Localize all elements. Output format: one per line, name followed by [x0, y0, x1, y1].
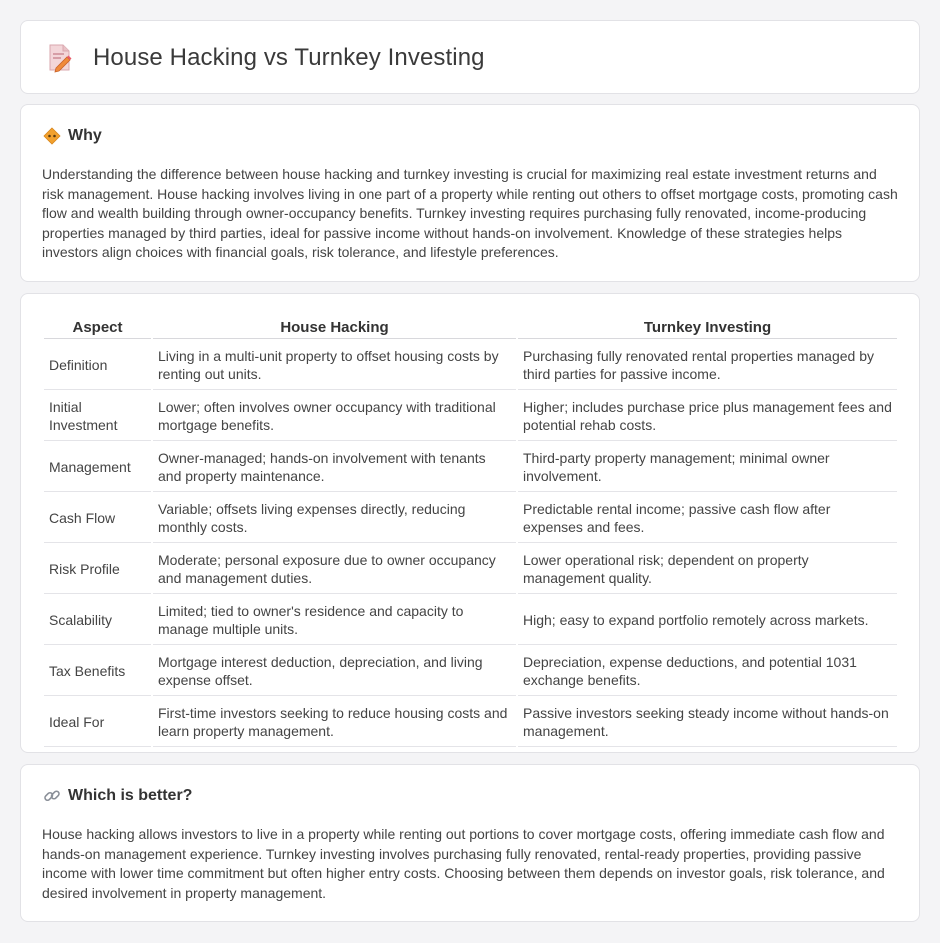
why-section — [20, 104, 920, 282]
table-row — [44, 698, 897, 747]
row-house-hacking: First-time investors seeking to reduce housing costs and learn property management. — [153, 698, 516, 747]
row-turnkey: Lower operational risk; dependent on property management quality. — [518, 545, 897, 594]
row-turnkey: Passive investors seeking steady income without hands-on management. — [518, 698, 897, 747]
why-heading: Why — [68, 127, 102, 144]
why-heading-row — [43, 127, 102, 145]
row-house-hacking: Lower; often involves owner occupancy with traditional mortgage benefits. — [153, 392, 516, 441]
better-heading: Which is better? — [68, 787, 193, 804]
row-turnkey: Third-party property management; minimal owner involvement. — [518, 443, 897, 492]
why-text: Understanding the difference between house hacking and turnkey investing is crucial for maximizing real estate investment returns and risk management. House hacking involves living in one part of a property while renting out others to offset mortgage costs, promoting cash flow and wealth building through owner-occupancy benefits. Turnkey investing requires purchasing fully renovated, income-producing properties managed by third parties, ideal for passive income without hands-on involvement. Knowledge of these strategies helps investors align choices with financial goals, risk tolerance, and lifestyle preferences. — [42, 166, 898, 261]
link-icon — [43, 787, 61, 805]
diamond-sign-icon — [43, 127, 61, 145]
table-header-row — [44, 317, 897, 339]
row-house-hacking: Variable; offsets living expenses directly, reducing monthly costs. — [153, 494, 516, 543]
row-aspect: Management — [44, 443, 151, 492]
column-header-turnkey: Turnkey Investing — [518, 317, 897, 339]
page-title: House Hacking vs Turnkey Investing — [93, 44, 485, 71]
row-aspect: Definition — [44, 341, 151, 390]
comparison-section — [20, 293, 920, 753]
row-house-hacking: Limited; tied to owner's residence and capacity to manage multiple units. — [153, 596, 516, 645]
row-aspect: Initial Investment — [44, 392, 151, 441]
row-aspect: Scalability — [44, 596, 151, 645]
comparison-table — [42, 315, 899, 749]
document-pencil-icon — [47, 43, 73, 73]
better-text: House hacking allows investors to live in a property while renting out portions to cover mortgage costs, offering immediate cash flow and hands-on management experience. Turnkey investing involves purchasing fully renovated, rental-ready properties, providing passive income with lower time commitment but often higher entry costs. Choosing between them depends on investor goals, risk tolerance, and desired involvement in property management. — [42, 826, 885, 901]
row-house-hacking: Mortgage interest deduction, depreciation, and living expense offset. — [153, 647, 516, 696]
which-is-better-section — [20, 764, 920, 922]
row-house-hacking: Moderate; personal exposure due to owner occupancy and management duties. — [153, 545, 516, 594]
row-aspect: Risk Profile — [44, 545, 151, 594]
table-row — [44, 647, 897, 696]
table-row — [44, 494, 897, 543]
row-turnkey: Higher; includes purchase price plus management fees and potential rehab costs. — [518, 392, 897, 441]
row-turnkey: Depreciation, expense deductions, and potential 1031 exchange benefits. — [518, 647, 897, 696]
row-house-hacking: Living in a multi-unit property to offset housing costs by renting out units. — [153, 341, 516, 390]
table-row — [44, 545, 897, 594]
table-row — [44, 443, 897, 492]
column-header-house-hacking: House Hacking — [153, 317, 516, 339]
title-card — [20, 20, 920, 94]
table-row — [44, 392, 897, 441]
row-turnkey: Purchasing fully renovated rental properties managed by third parties for passive income. — [518, 341, 897, 390]
table-row — [44, 596, 897, 645]
row-aspect: Ideal For — [44, 698, 151, 747]
row-aspect: Cash Flow — [44, 494, 151, 543]
column-header-aspect: Aspect — [44, 317, 151, 339]
title-row — [47, 43, 485, 73]
row-house-hacking: Owner-managed; hands-on involvement with tenants and property maintenance. — [153, 443, 516, 492]
row-aspect: Tax Benefits — [44, 647, 151, 696]
row-turnkey: High; easy to expand portfolio remotely across markets. — [518, 596, 897, 645]
table-row — [44, 341, 897, 390]
better-heading-row — [43, 787, 192, 805]
row-turnkey: Predictable rental income; passive cash flow after expenses and fees. — [518, 494, 897, 543]
